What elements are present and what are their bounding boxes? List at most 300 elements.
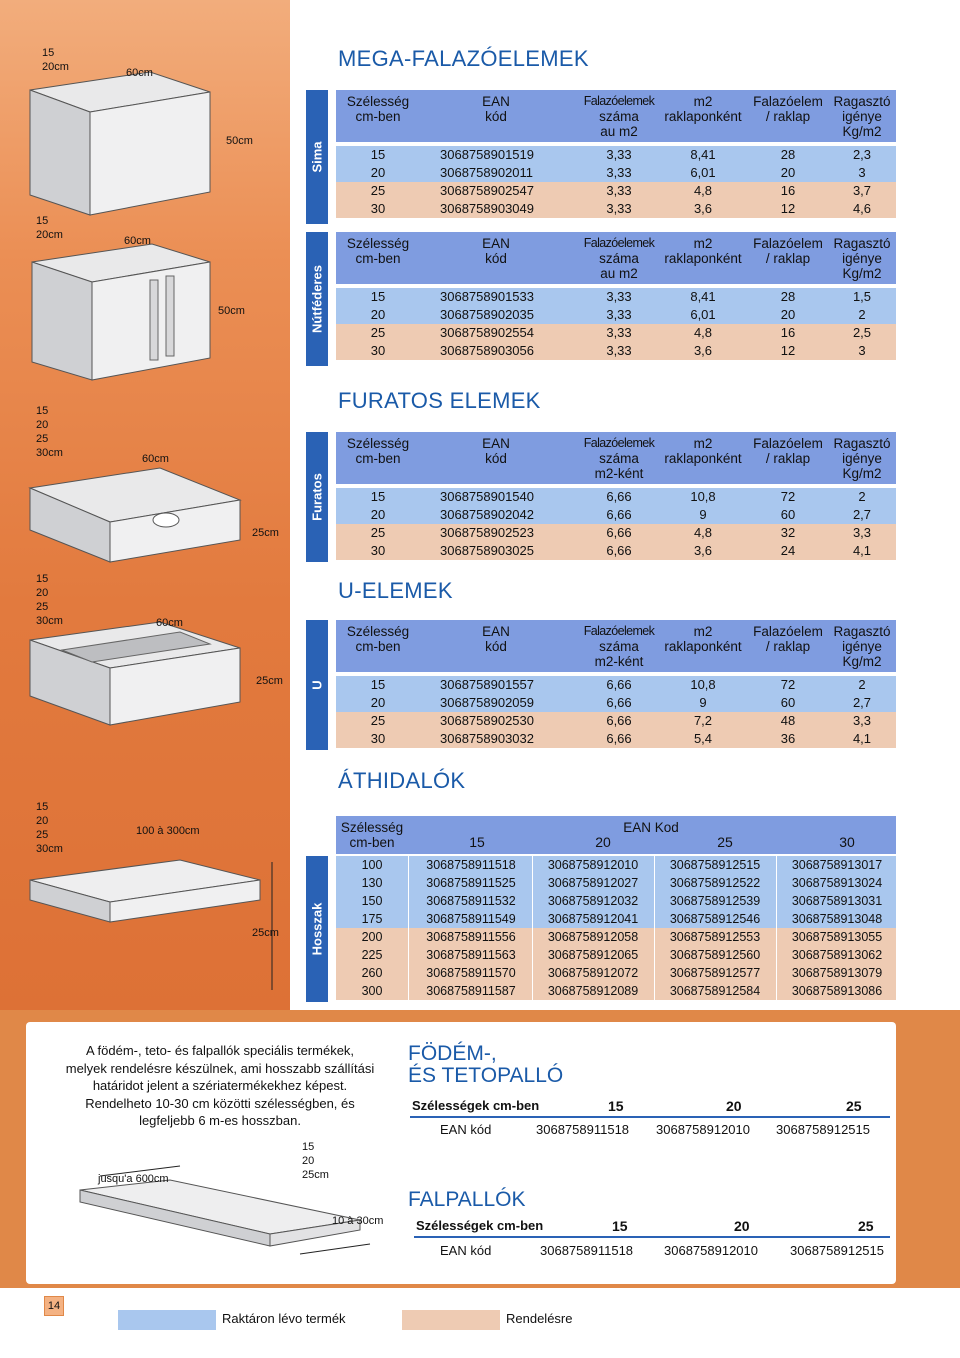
fodem-title-line1: FÖDÉM-, (408, 1042, 497, 1065)
cell-m2-per-pallet: 8,41 (690, 147, 716, 162)
cell-length: 175 (361, 912, 383, 926)
hdr-m2: m2 (693, 436, 713, 451)
cell-ean-code: 3068758911525 (426, 876, 516, 890)
table-row (336, 488, 896, 506)
band-nutfederes (306, 232, 328, 366)
table-row (336, 982, 896, 1000)
cell-ean-code: 3068758911570 (426, 966, 516, 980)
hdr-ean: EAN (482, 624, 510, 639)
cell-elements-per-pallet: 20 (780, 165, 796, 180)
cell-elements-per-pallet: 20 (780, 307, 796, 322)
hdr-falazoelemek: Falazóelemek (583, 624, 655, 638)
hdr-perraklap: / raklap (765, 451, 811, 466)
band-furatos (306, 432, 328, 562)
cell-m2-per-pallet: 9 (699, 507, 707, 522)
cell-adhesive: 4,1 (852, 543, 872, 558)
cell-ean-code: 3068758901533 (440, 289, 534, 304)
table-row (336, 910, 896, 928)
cell-ean-code: 3068758902011 (440, 165, 534, 180)
note-line: Rendelheto 10-30 cm közötti szélességben, és (85, 1095, 355, 1111)
cell-element-count: 3,33 (606, 183, 632, 198)
cell-ean-code: 3068758911518 (426, 858, 516, 872)
hdr-raklaponkent: raklaponként (664, 109, 742, 124)
table-row (336, 928, 896, 946)
hdr-aum2: au m2 (600, 266, 638, 281)
furatos-dim-sizes: 15 20 25 30cm (36, 405, 63, 459)
cell-elements-per-pallet: 16 (780, 183, 796, 198)
cell-m2-per-pallet: 7,2 (693, 713, 713, 728)
cell-ean-code: 3068758912577 (669, 966, 761, 980)
ath-hdr-col: 30 (839, 834, 855, 850)
athidalok-table-header (336, 816, 896, 854)
hdr-szama: száma (599, 251, 639, 266)
table-row (336, 712, 896, 730)
cell-elements-per-pallet: 72 (780, 489, 796, 504)
hdr-m2: m2 (693, 236, 713, 251)
cell-width: 20 (370, 695, 386, 710)
table-row (336, 506, 896, 524)
cell-ean-code: 3068758902547 (440, 183, 534, 198)
mega-block-sima-illustration (30, 72, 210, 215)
ath-hdr-col: 15 (469, 834, 485, 850)
hdr-kgm2: Kg/m2 (842, 654, 882, 669)
u-dim-length: 60cm (156, 617, 183, 629)
cell-element-count: 6,66 (606, 525, 632, 540)
mega1-dim-height: 50cm (226, 135, 253, 147)
cell-m2-per-pallet: 4,8 (693, 525, 713, 540)
table-row (336, 892, 896, 910)
section-title-u: U-ELEMEK (338, 578, 453, 603)
hdr-szama: száma (599, 109, 639, 124)
cell-elements-per-pallet: 12 (780, 201, 796, 216)
mega1-dim-length: 60cm (126, 67, 153, 79)
cell-ean-code: 3068758902059 (440, 695, 534, 710)
mega2-dim-sizes: 15 20cm (36, 215, 63, 241)
band-u (306, 620, 328, 750)
cell-ean-code: 3068758903056 (440, 343, 534, 358)
table-header-u (336, 620, 896, 672)
band-hosszak-label: Hosszak (309, 902, 325, 956)
fodem-title-line2: ÉS TETOPALLÓ (408, 1064, 564, 1087)
cell-element-count: 6,66 (606, 713, 632, 728)
hdr-falazoelemek: Falazóelemek (583, 436, 655, 450)
hdr-szelesseg: Szélesség (346, 436, 410, 451)
falpallok-rule (414, 1236, 890, 1238)
hdr-m2: m2 (693, 94, 713, 109)
band-nutfederes-label: Nútféderes (309, 265, 325, 333)
hdr-ean: EAN (482, 236, 510, 251)
ath-hdr-szelesseg: Szélesség (340, 820, 404, 835)
cell-elements-per-pallet: 60 (780, 695, 796, 710)
hdr-aum2: au m2 (600, 124, 638, 139)
cell-adhesive: 2 (858, 677, 866, 692)
hdr-kod: kód (485, 639, 507, 654)
table-header-nutfederes (336, 232, 896, 284)
mega2-dim-height: 50cm (218, 305, 245, 317)
cell-m2-per-pallet: 10,8 (690, 677, 716, 692)
cell-ean-code: 3068758912560 (669, 948, 761, 962)
cell-adhesive: 2,7 (852, 507, 872, 522)
fodem-ean: 3068758911518 (536, 1122, 630, 1137)
cell-ean-code: 3068758912058 (547, 930, 639, 944)
cell-ean-code: 3068758903025 (440, 543, 534, 558)
cell-elements-per-pallet: 60 (780, 507, 796, 522)
cell-ean-code: 3068758912553 (669, 930, 761, 944)
fodem-ean: 3068758912515 (776, 1122, 870, 1137)
cell-ean-code: 3068758913024 (791, 876, 883, 890)
cell-elements-per-pallet: 28 (780, 147, 796, 162)
cell-ean-code: 3068758912515 (669, 858, 761, 872)
legend-label-order: Rendelésre (506, 1311, 573, 1326)
table-row (336, 964, 896, 982)
cell-m2-per-pallet: 10,8 (690, 489, 716, 504)
hdr-cmben: cm-ben (355, 251, 401, 266)
hdr-ragaszto: Ragasztó (833, 436, 891, 451)
section-title-furatos: FURATOS ELEMEK (338, 388, 541, 413)
plank-dim-length: jusqu'a 600cm (98, 1173, 169, 1185)
cell-ean-code: 3068758902035 (440, 307, 534, 322)
cell-ean-code: 3068758903032 (440, 731, 534, 746)
cell-ean-code: 3068758911556 (426, 930, 516, 944)
table-row (336, 524, 896, 542)
block-illustrations (0, 0, 300, 1010)
cell-ean-code: 3068758912072 (547, 966, 639, 980)
cell-length: 100 (361, 858, 383, 872)
hdr-szelesseg: Szélesség (346, 624, 410, 639)
legend-swatch-order (402, 1310, 500, 1330)
cell-element-count: 6,66 (606, 489, 632, 504)
hdr-ragaszto: Ragasztó (833, 94, 891, 109)
cell-length: 260 (361, 966, 383, 980)
falpallok-title: FALPALLÓK (408, 1188, 526, 1211)
cell-ean-code: 3068758913079 (791, 966, 883, 980)
hdr-igenye: igénye (842, 251, 882, 266)
fodem-hdr-col: 15 (608, 1098, 624, 1114)
falpallok-hdr-col: 20 (734, 1218, 750, 1234)
fodem-rule (410, 1116, 890, 1118)
cell-elements-per-pallet: 32 (780, 525, 796, 540)
cell-ean-code: 3068758902523 (440, 525, 534, 540)
fodem-hdr-col: 20 (726, 1098, 742, 1114)
hdr-kod: kód (485, 451, 507, 466)
note-line: A födém-, teto- és falpallók speciális termékek, (85, 1043, 355, 1058)
cell-adhesive: 3,3 (852, 525, 872, 540)
ath-hdr-ean-kod: EAN Kod (623, 820, 679, 835)
hdr-igenye: igénye (842, 639, 882, 654)
cell-ean-code: 3068758911549 (426, 912, 516, 926)
table-row (336, 946, 896, 964)
hdr-perraklap: / raklap (765, 109, 811, 124)
table-row (336, 182, 896, 200)
cell-ean-code: 3068758913031 (791, 894, 883, 908)
table-row (336, 730, 896, 748)
hdr-falazoelemek: Falazóelemek (583, 236, 655, 250)
cell-element-count: 3,33 (606, 307, 632, 322)
falpallok-hdr-col: 25 (858, 1218, 874, 1234)
cell-elements-per-pallet: 24 (780, 543, 796, 558)
hdr-igenye: igénye (842, 109, 882, 124)
cell-ean-code: 3068758913062 (791, 948, 883, 962)
cell-m2-per-pallet: 8,41 (690, 289, 716, 304)
cell-length: 300 (361, 984, 383, 998)
hdr-falazoelem: Falazóelem (753, 436, 823, 451)
cell-width: 30 (370, 201, 386, 216)
hdr-cmben: cm-ben (355, 639, 401, 654)
table-header-sima (336, 90, 896, 142)
cell-adhesive: 4,1 (852, 731, 872, 746)
fodem-hdr-label: Szélességek cm-ben (412, 1098, 540, 1113)
falpallok-hdr-label: Szélességek cm-ben (416, 1218, 544, 1233)
cell-ean-code: 3068758902530 (440, 713, 534, 728)
hdr-falazoelem: Falazóelem (753, 624, 823, 639)
hdr-falazoelemek: Falazóelemek (583, 94, 655, 108)
u-dim-sizes: 15 20 25 30cm (36, 573, 63, 627)
note-line: határidot jelent a szériatermékekhez képest. (92, 1078, 348, 1093)
falpallok-ean: 3068758912010 (664, 1243, 758, 1258)
cell-element-count: 6,66 (606, 731, 632, 746)
u-dim-height: 25cm (256, 675, 283, 687)
hdr-kgm2: Kg/m2 (842, 124, 882, 139)
hdr-m2kent: m2-ként (594, 654, 644, 669)
hdr-cmben: cm-ben (355, 451, 401, 466)
ath-hdr-cmben: cm-ben (349, 835, 395, 850)
cell-width: 15 (370, 147, 386, 162)
cell-ean-code: 3068758901540 (440, 489, 534, 504)
cell-elements-per-pallet: 48 (780, 713, 796, 728)
cell-ean-code: 3068758911563 (426, 948, 516, 962)
hdr-raklaponkent: raklaponként (664, 639, 742, 654)
plank-illustration (60, 1150, 400, 1270)
cell-length: 225 (361, 948, 383, 962)
hdr-falazoelem: Falazóelem (753, 94, 823, 109)
hdr-kod: kód (485, 109, 507, 124)
cell-width: 25 (370, 183, 386, 198)
cell-adhesive: 3,3 (852, 713, 872, 728)
band-u-label: U (309, 680, 325, 690)
cell-width: 20 (370, 165, 386, 180)
cell-m2-per-pallet: 9 (699, 695, 707, 710)
cell-m2-per-pallet: 6,01 (690, 165, 716, 180)
table-row (336, 200, 896, 218)
cell-ean-code: 3068758901519 (440, 147, 534, 162)
hdr-perraklap: / raklap (765, 639, 811, 654)
band-sima-label: Sima (309, 141, 325, 173)
furatos-dim-length: 60cm (142, 453, 169, 465)
table-row (336, 676, 896, 694)
cell-elements-per-pallet: 16 (780, 325, 796, 340)
plank-dim-width: 10 à 30cm (332, 1215, 384, 1227)
band-sima (306, 90, 328, 224)
page-number: 14 (44, 1296, 64, 1316)
hdr-szama: száma (599, 451, 639, 466)
table-row (336, 146, 896, 164)
table-row (336, 164, 896, 182)
cell-ean-code: 3068758902554 (440, 325, 534, 340)
cell-ean-code: 3068758903049 (440, 201, 534, 216)
falpallok-ean: 3068758912515 (790, 1243, 884, 1258)
cell-element-count: 6,66 (606, 677, 632, 692)
cell-adhesive: 2,5 (852, 325, 872, 340)
cell-ean-code: 3068758912522 (669, 876, 761, 890)
cell-ean-code: 3068758911532 (426, 894, 516, 908)
cell-ean-code: 3068758913017 (791, 858, 883, 872)
cell-ean-code: 3068758912539 (669, 894, 761, 908)
hdr-ean: EAN (482, 436, 510, 451)
falpallok-ean: 3068758911518 (540, 1243, 634, 1258)
hdr-kgm2: Kg/m2 (842, 466, 882, 481)
furatos-block-illustration (30, 468, 240, 562)
hdr-ean: EAN (482, 94, 510, 109)
cell-adhesive: 2 (858, 307, 866, 322)
cell-element-count: 6,66 (606, 695, 632, 710)
hdr-ragaszto: Ragasztó (833, 624, 891, 639)
cell-m2-per-pallet: 3,6 (693, 343, 713, 358)
hdr-kod: kód (485, 251, 507, 266)
hdr-szama: száma (599, 639, 639, 654)
legend-swatch-stock (118, 1310, 216, 1330)
section-title-athidalok: ÁTHIDALÓK (338, 768, 466, 793)
hdr-raklaponkent: raklaponként (664, 251, 742, 266)
ath-hdr-col: 25 (717, 834, 733, 850)
cell-m2-per-pallet: 6,01 (690, 307, 716, 322)
hdr-igenye: igénye (842, 451, 882, 466)
cell-ean-code: 3068758912584 (669, 984, 761, 998)
hdr-m2: m2 (693, 624, 713, 639)
cell-m2-per-pallet: 3,6 (693, 201, 713, 216)
fodem-ean-label: EAN kód (440, 1122, 492, 1137)
cell-adhesive: 3,7 (852, 183, 872, 198)
cell-adhesive: 2,3 (852, 147, 872, 162)
hdr-ragaszto: Ragasztó (833, 236, 891, 251)
cell-width: 20 (370, 307, 386, 322)
u-block-illustration (30, 622, 240, 725)
table-row (336, 288, 896, 306)
ath-dim-sizes: 15 20 25 30cm (36, 801, 63, 855)
hdr-kgm2: Kg/m2 (842, 266, 882, 281)
cell-element-count: 6,66 (606, 543, 632, 558)
cell-adhesive: 2,7 (852, 695, 872, 710)
cell-width: 30 (370, 543, 386, 558)
cell-ean-code: 3068758913055 (791, 930, 883, 944)
cell-adhesive: 1,5 (852, 289, 872, 304)
hdr-szelesseg: Szélesség (346, 94, 410, 109)
cell-width: 25 (370, 325, 386, 340)
hdr-falazoelem: Falazóelem (753, 236, 823, 251)
cell-width: 15 (370, 489, 386, 504)
cell-ean-code: 3068758912041 (547, 912, 639, 926)
bottom-note (40, 1042, 400, 1130)
cell-element-count: 6,66 (606, 507, 632, 522)
cell-width: 25 (370, 525, 386, 540)
cell-width: 20 (370, 507, 386, 522)
cell-elements-per-pallet: 28 (780, 289, 796, 304)
cell-ean-code: 3068758912027 (547, 876, 639, 890)
cell-m2-per-pallet: 3,6 (693, 543, 713, 558)
cell-adhesive: 3 (858, 165, 866, 180)
mega1-dim-sizes: 15 20cm (42, 47, 69, 73)
cell-ean-code: 3068758912546 (669, 912, 761, 926)
hdr-szelesseg: Szélesség (346, 236, 410, 251)
table-row (336, 694, 896, 712)
table-row (336, 324, 896, 342)
table-row (336, 874, 896, 892)
cell-adhesive: 2 (858, 489, 866, 504)
ath-hdr-col: 20 (595, 834, 611, 850)
falpallok-ean-label: EAN kód (440, 1243, 492, 1258)
cell-element-count: 3,33 (606, 201, 632, 216)
cell-adhesive: 3 (858, 343, 866, 358)
hdr-raklaponkent: raklaponként (664, 451, 742, 466)
table-row (336, 342, 896, 360)
hdr-cmben: cm-ben (355, 109, 401, 124)
cell-length: 200 (361, 930, 383, 944)
table-header-furatos (336, 432, 896, 484)
cell-m2-per-pallet: 4,8 (693, 325, 713, 340)
band-furatos-label: Furatos (309, 473, 325, 521)
cell-element-count: 3,33 (606, 289, 632, 304)
furatos-dim-height: 25cm (252, 527, 279, 539)
athidalo-lintel-illustration (30, 860, 272, 990)
cell-m2-per-pallet: 5,4 (693, 731, 713, 746)
section-title-mega: MEGA-FALAZÓELEMEK (338, 46, 589, 71)
cell-ean-code: 3068758912010 (547, 858, 639, 872)
ath-dim-height: 25cm (252, 927, 279, 939)
note-line: legfeljebb 6 m-es hosszban. (139, 1113, 301, 1128)
cell-ean-code: 3068758913086 (791, 984, 883, 998)
cell-elements-per-pallet: 36 (780, 731, 796, 746)
cell-ean-code: 3068758912065 (547, 948, 639, 962)
band-hosszak (306, 856, 328, 1002)
table-row (336, 542, 896, 560)
cell-elements-per-pallet: 72 (780, 677, 796, 692)
cell-width: 15 (370, 677, 386, 692)
mega2-dim-length: 60cm (124, 235, 151, 247)
falpallok-hdr-col: 15 (612, 1218, 628, 1234)
cell-m2-per-pallet: 4,8 (693, 183, 713, 198)
hdr-perraklap: / raklap (765, 251, 811, 266)
cell-element-count: 3,33 (606, 165, 632, 180)
cell-element-count: 3,33 (606, 325, 632, 340)
cell-ean-code: 3068758902042 (440, 507, 534, 522)
cell-element-count: 3,33 (606, 343, 632, 358)
ath-dim-length: 100 à 300cm (136, 825, 200, 837)
note-line: melyek rendelésre készülnek, ami hosszabb szállítási (65, 1060, 375, 1076)
mega-block-nutfederes-illustration (32, 244, 210, 380)
cell-width: 15 (370, 289, 386, 304)
cell-length: 150 (361, 894, 383, 908)
ath-col-divider (654, 856, 655, 1000)
cell-adhesive: 4,6 (852, 201, 872, 216)
cell-ean-code: 3068758913048 (791, 912, 883, 926)
legend-label-stock: Raktáron lévo termék (222, 1311, 346, 1326)
ath-col-divider (532, 856, 533, 1000)
cell-width: 30 (370, 343, 386, 358)
cell-ean-code: 3068758912089 (547, 984, 639, 998)
table-row (336, 306, 896, 324)
cell-element-count: 3,33 (606, 147, 632, 162)
cell-ean-code: 3068758911587 (426, 984, 516, 998)
cell-width: 25 (370, 713, 386, 728)
cell-length: 130 (361, 876, 383, 890)
table-row (336, 856, 896, 874)
cell-ean-code: 3068758901557 (440, 677, 534, 692)
hdr-m2kent: m2-ként (594, 466, 644, 481)
ath-col-divider (776, 856, 777, 1000)
fodem-hdr-col: 25 (846, 1098, 862, 1114)
fodem-ean: 3068758912010 (656, 1122, 750, 1137)
ath-col-divider (408, 856, 409, 1000)
plank-dim-sizes: 15 20 25cm (302, 1141, 329, 1181)
